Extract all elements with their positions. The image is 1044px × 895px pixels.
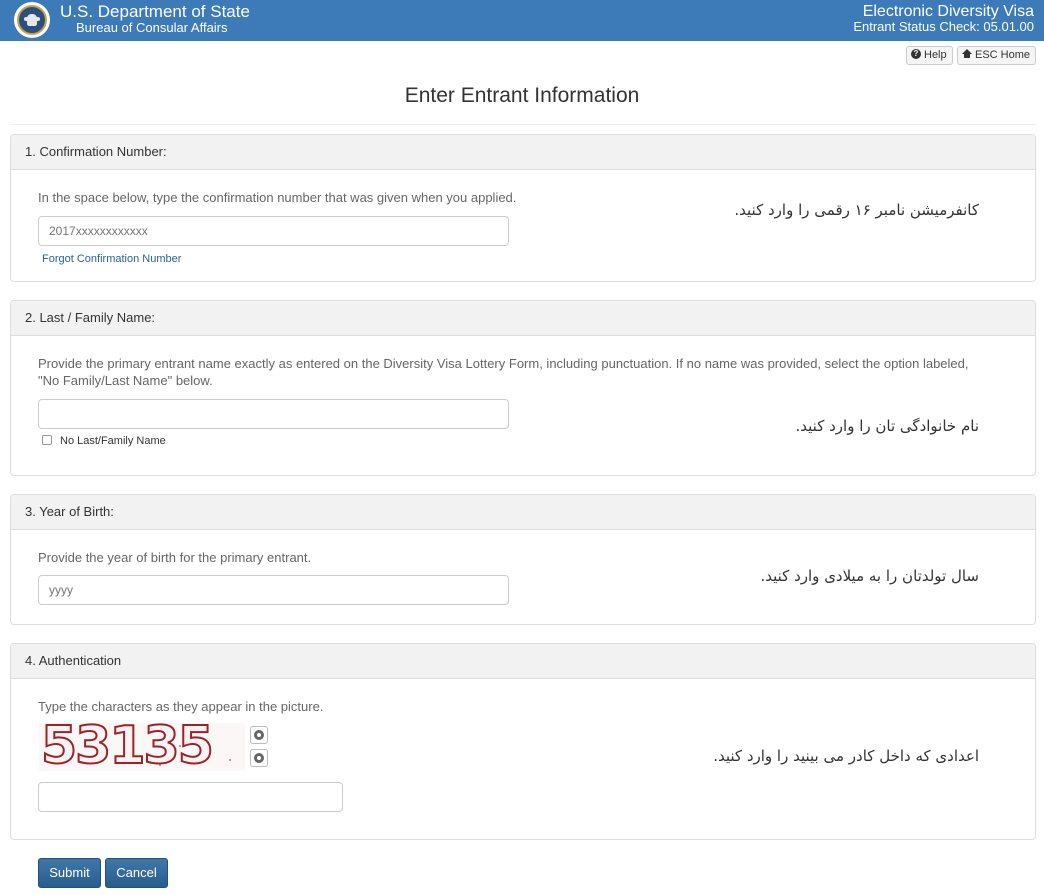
authentication-persian-text: اعدادی که داخل کادر می بینید را وارد کنید. [713, 747, 979, 765]
confirmation-persian-text: کانفرمیشن نامبر ۱۶ رقمی را وارد کنید. [734, 201, 979, 219]
top-header-bar [0, 0, 1044, 41]
help-label: Help [924, 49, 947, 61]
confirmation-number-input[interactable] [38, 216, 509, 246]
refresh-icon [254, 730, 264, 740]
cancel-button[interactable]: Cancel [105, 858, 168, 888]
app-title: Electronic Diversity Visa [862, 3, 1034, 20]
last-name-instruction: Provide the primary entrant name exactly as entered on the Diversity Visa Lottery Form, including punctuation. If no name was provided, select the option labeled, "No Family/Last Name" below. [38, 356, 969, 388]
forgot-confirmation-link[interactable]: Forgot Confirmation Number [42, 253, 182, 265]
year-of-birth-panel [10, 494, 1036, 625]
captcha-characters: 53135 [41, 723, 212, 771]
captcha-input[interactable] [38, 782, 343, 812]
last-name-panel [10, 300, 1036, 476]
last-name-input[interactable] [38, 399, 509, 429]
confirmation-panel [10, 134, 1036, 282]
captcha-audio-button[interactable] [250, 749, 268, 767]
home-label: ESC Home [975, 49, 1031, 61]
department-seal-icon [14, 2, 50, 38]
confirmation-heading: 1. Confirmation Number: [11, 135, 1035, 170]
last-name-persian-text: نام خانوادگی تان را وارد کنید. [795, 417, 979, 435]
help-button[interactable] [906, 46, 953, 65]
authentication-panel [10, 643, 1036, 840]
authentication-instruction: Type the characters as they appear in the picture. [38, 699, 324, 714]
app-version: Entrant Status Check: 05.01.00 [853, 19, 1034, 34]
last-name-heading: 2. Last / Family Name: [11, 301, 1035, 336]
audio-icon [254, 753, 264, 763]
authentication-heading: 4. Authentication [11, 644, 1035, 679]
title-divider [10, 124, 1036, 125]
page-title: Enter Entrant Information [404, 84, 640, 107]
no-last-name-option[interactable] [42, 435, 166, 448]
question-circle-icon: ? [911, 49, 921, 59]
no-last-name-label: No Last/Family Name [60, 435, 166, 447]
year-of-birth-persian-text: سال تولدتان را به میلادی وارد کنید. [760, 567, 979, 585]
home-icon [962, 49, 972, 58]
year-of-birth-instruction: Provide the year of birth for the primary entrant. [38, 550, 312, 565]
department-title: U.S. Department of State [60, 2, 250, 21]
esc-home-button[interactable] [957, 46, 1036, 65]
bureau-subtitle: Bureau of Consular Affairs [76, 20, 228, 35]
captcha-image [39, 723, 245, 771]
captcha-refresh-button[interactable] [250, 726, 268, 744]
no-last-name-checkbox[interactable] [42, 435, 52, 445]
year-of-birth-input[interactable] [38, 575, 509, 605]
submit-button[interactable]: Submit [38, 858, 101, 888]
year-of-birth-heading: 3. Year of Birth: [11, 495, 1035, 530]
confirmation-instruction: In the space below, type the confirmation number that was given when you applied. [38, 190, 517, 205]
